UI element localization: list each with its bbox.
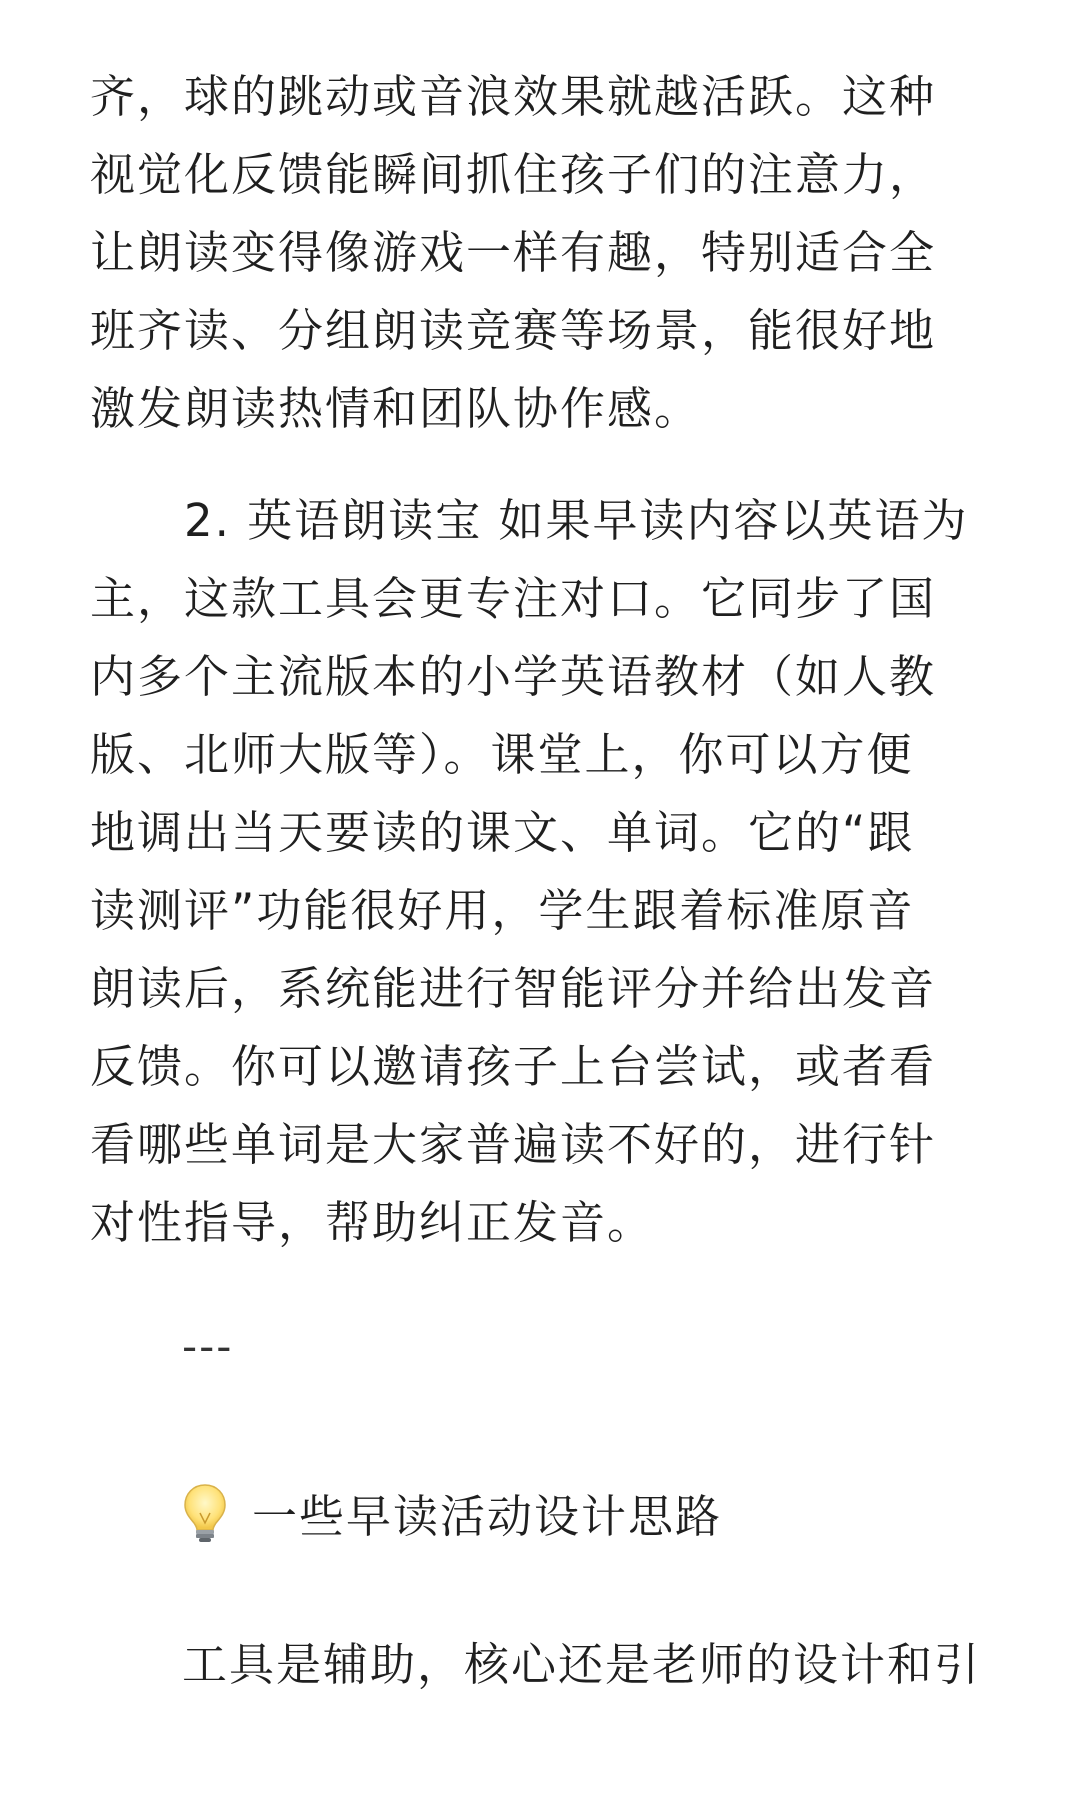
text-line: 视觉化反馈能瞬间抓住孩子们的注意力，: [90, 148, 937, 201]
text-line: 对性指导，帮助纠正发音。: [90, 1196, 655, 1249]
section-title: 一些早读活动设计思路: [252, 1490, 723, 1543]
text-line: 朗读后，系统能进行智能评分并给出发音: [90, 962, 937, 1015]
section-divider: ---: [182, 1322, 234, 1371]
lightbulb-icon: [182, 1483, 228, 1543]
text-line: 2. 英语朗读宝 如果早读内容以英语为: [90, 494, 969, 547]
text-line: 让朗读变得像游戏一样有趣，特别适合全: [90, 226, 937, 279]
text-line: 齐，球的跳动或音浪效果就越活跃。这种: [90, 70, 937, 123]
paragraph-english-reading-tool: [90, 482, 990, 1262]
paragraph-core-design: 工具是辅助，核心还是老师的设计和引: [182, 1638, 982, 1691]
text-line: 地调出当天要读的课文、单词。它的“跟: [90, 806, 915, 859]
text-line: 班齐读、分组朗读竞赛等场景，能很好地: [90, 304, 937, 357]
text-line: 读测评”功能很好用，学生跟着标准原音: [90, 884, 915, 937]
text-line: 看哪些单词是大家普遍读不好的，进行针: [90, 1118, 937, 1171]
text-line: 内多个主流版本的小学英语教材（如人教: [90, 650, 937, 703]
text-line: 主，这款工具会更专注对口。它同步了国: [90, 572, 937, 625]
section-heading: [182, 1480, 722, 1545]
text-line: 反馈。你可以邀请孩子上台尝试，或者看: [90, 1040, 937, 1093]
paragraph-visual-feedback: [90, 58, 990, 448]
text-line: 版、北师大版等）。课堂上，你可以方便: [90, 728, 914, 781]
text-line: 激发朗读热情和团队协作感。: [90, 382, 702, 435]
